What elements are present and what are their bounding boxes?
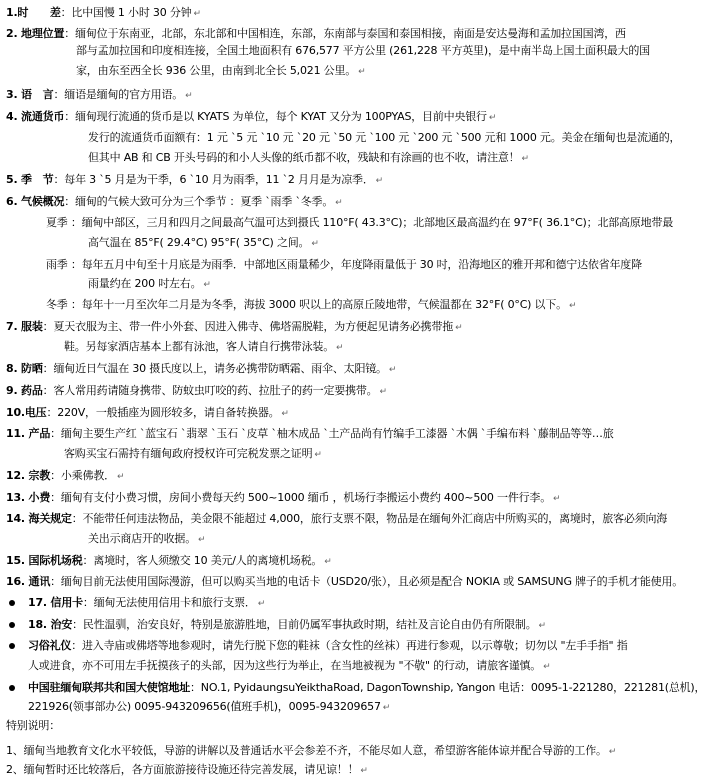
text-line-l11b (64, 447, 322, 462)
section-heading: 2. 地理位置 (6, 27, 65, 40)
section-heading: 14. 海关规定 (6, 512, 72, 525)
section-text: 客购买宝石需持有缅甸政府授权许可完税发票之证明 (64, 447, 313, 460)
section-text: 1、缅甸当地教育文化水平较低，导游的讲解以及普通话水平会参差不齐，不能尽如人意，希望游客能体谅并配合导游的工作。 (6, 744, 607, 757)
section-text: 发行的流通货币面额有：1 元 `5 元 `10 元 `20 元 `50 元 `100 元 `200 元 `500 元和 1000 元。美金在缅甸也是流通的， (88, 131, 681, 144)
section-heading: 8. 防晒 (6, 362, 43, 375)
list-bullet-icon (9, 643, 15, 649)
paragraph-mark-icon: ↵ (375, 176, 383, 186)
section-text: 高气温在 85°F( 29.4°C) 95°F( 35°C) 之间。 (88, 236, 310, 249)
section-heading: 11. 产品 (6, 427, 51, 440)
text-line-l6c (46, 298, 576, 313)
text-line-l2a (6, 27, 626, 41)
paragraph-mark-icon: ↵ (568, 301, 577, 311)
text-line-l7b (64, 340, 343, 355)
section-text: 关出示商店开的收据。 (88, 532, 196, 545)
section-text: ：缅甸现行流通的货币是以 KYATS 为单位，每个 KYAT 又分为 100PYAS，目前中央银行 (64, 110, 487, 123)
section-text: ：缅甸有支付小费习惯，房间小费每天约 500~1000 缅币 ，机场行李搬运小费约 400~500 一件行李。 (50, 491, 552, 504)
section-text: ：缅甸主要生产红 `蓝宝石 `翡翠 `玉石 `皮草 `柚木成品 `土产品尚有竹编手工漆器 `木偶 `手编布料 `藤制品等等…旅 (50, 427, 614, 440)
section-text: ：缅甸位于东南亚，北部，东北部和中国相连，东部，东南部与泰国和泰国相接，南面是安达曼海和孟加拉国国湾，西 (64, 27, 626, 40)
text-line-l12 (6, 469, 124, 484)
section-heading: 16. 通讯 (6, 575, 51, 588)
section-heading: 18. 治安 (28, 618, 73, 631)
paragraph-mark-icon: ↵ (553, 494, 561, 504)
paragraph-mark-icon: ↵ (281, 409, 289, 419)
paragraph-mark-icon: ↵ (203, 280, 211, 290)
paragraph-mark-icon: ↵ (358, 67, 366, 77)
section-heading: 4. 流通货币 (6, 110, 65, 123)
section-text: 雨季 ：每年五月中旬至十月底是为雨季．中部地区雨量稀少，年度降雨量低于 30 吋，沿海地区的雅开邦和德宁达依省年度降 (46, 258, 642, 271)
text-line-l23 (6, 763, 368, 778)
text-line-l14a (6, 512, 667, 526)
section-text: ：不能带任何违法物品，美金限不能超过 4,000，旅行支票不限，物品是在缅甸外汇商店中所购买的，离境时，旅客必须向海 (71, 512, 668, 525)
section-text: ：比中国慢 1 小时 30 分钟 (60, 6, 192, 19)
text-line-l4a (6, 110, 496, 125)
paragraph-mark-icon: ↵ (311, 239, 319, 249)
text-line-l8 (6, 362, 396, 377)
section-text: ：客人常用药请随身携带、防蚊虫叮咬的药、拉肚子的药一定要携带。 (42, 384, 378, 397)
text-line-l19b (28, 659, 550, 674)
paragraph-mark-icon: ↵ (488, 113, 497, 123)
text-line-l1 (6, 6, 201, 21)
section-heading: 13. 小费 (6, 491, 51, 504)
text-line-l19a (28, 639, 628, 653)
section-text: ：缅甸的气候大致可分为三个季节 ：夏季 `雨季 `冬季。 (64, 195, 334, 208)
paragraph-mark-icon: ↵ (116, 472, 125, 482)
paragraph-mark-icon: ↵ (543, 662, 551, 672)
text-line-l15 (6, 554, 332, 569)
text-line-l21 (6, 719, 60, 733)
section-text: 221926(领事部办公) 0095-943209656(值班手机)，0095-943209657 (28, 700, 381, 713)
paragraph-mark-icon: ↵ (388, 365, 397, 375)
section-heading: 10.电压 (6, 406, 47, 419)
section-heading: 12. 宗教 (6, 469, 51, 482)
text-line-l4b (88, 131, 680, 145)
section-text: 特别说明： (6, 719, 60, 732)
text-line-l6b1 (46, 258, 642, 272)
section-heading: 7. 服装 (6, 320, 43, 333)
paragraph-mark-icon: ↵ (336, 343, 344, 353)
section-heading: 15. 国际机场税 (6, 554, 83, 567)
section-text: ：220V，一般插座为圆形较多，请自备转换器。 (46, 406, 280, 419)
paragraph-mark-icon: ↵ (360, 766, 368, 776)
paragraph-mark-icon: ↵ (608, 747, 617, 757)
text-line-l20b (28, 700, 390, 715)
section-text: ：NO.1, PyidaungsuYeikthaRoad, DagonTownship, Yangon 电话：0095-1-221280，221281(总机)， (190, 681, 706, 694)
text-line-l4c (88, 151, 529, 166)
section-heading: 中国驻缅甸联邦共和国大使馆地址 (28, 681, 190, 694)
text-line-l13 (6, 491, 560, 506)
section-text: ：民性温驯，治安良好，特别是旅游胜地，目前仍属军事执政时期，结社及言论自由仍有所限制。 (72, 618, 537, 631)
list-bullet-icon (9, 600, 15, 606)
text-line-l16 (6, 575, 683, 589)
section-text: ：缅甸无法使用信用卡和旅行支票． (82, 596, 256, 609)
section-text: 但其中 AB 和 CB 开头号码的和小人头像的纸币都不收，残缺和有涂画的也不收，请注意！ (88, 151, 520, 164)
section-text: 2、缅甸暂时还比较落后，各方面旅游接待设施还待完善发展，请见谅！！ (6, 763, 359, 776)
text-line-l18 (28, 618, 546, 633)
section-text: ：进入寺庙或佛塔等地参观时，请先行脱下您的鞋袜（含女性的丝袜）再进行参观，以示尊敬；切勿以 "左手手指" 指 (71, 639, 628, 652)
text-line-l20a (28, 681, 705, 695)
paragraph-mark-icon: ↵ (314, 450, 322, 460)
paragraph-mark-icon: ↵ (382, 703, 391, 713)
text-line-l2c (76, 64, 365, 79)
paragraph-mark-icon: ↵ (379, 387, 387, 397)
text-line-l17 (28, 596, 265, 611)
text-line-l2b (76, 44, 650, 58)
section-text: 冬季 ：每年十一月至次年二月是为冬季，海拔 3000 呎以上的高原丘陵地带，气候温都在 32°F( 0°C) 以下。 (46, 298, 567, 311)
text-line-l22 (6, 744, 616, 759)
paragraph-mark-icon: ↵ (185, 91, 193, 101)
paragraph-mark-icon: ↵ (538, 621, 546, 631)
section-heading: 6. 气候概况 (6, 195, 65, 208)
section-text: ：夏天衣服为主、带一件小外套、因进入佛寺、佛塔需脱鞋，为方便起见请务必携带拖 (42, 320, 454, 333)
text-line-l11a (6, 427, 614, 441)
section-text: ：缅语是缅甸的官方用语。 (53, 88, 184, 101)
section-heading: 3. 语 言 (6, 88, 54, 101)
section-text: ：每年 3 `5 月是为干季，6 `10 月为雨季，11 `2 月月是为凉季． (53, 173, 374, 186)
paragraph-mark-icon: ↵ (193, 9, 201, 19)
text-line-l10 (6, 406, 289, 421)
section-heading: 9. 药品 (6, 384, 43, 397)
section-heading: 5. 季 节 (6, 173, 54, 186)
section-text: 人或进食，亦不可用左手抚摸孩子的头部，因为这些行为举止，在当地被视为 "不敬" 的行动，请旅客谨慎。 (28, 659, 542, 672)
text-line-l6a1 (46, 216, 673, 230)
section-text: 夏季 ：缅甸中部区，三月和四月之间最高气温可达到摄氏 110°F( 43.3°C)；北部地区最高温约在 97°F( 36.1°C)；北部高原地带最 (46, 216, 674, 229)
text-line-l14b (88, 532, 205, 547)
text-line-l9 (6, 384, 387, 399)
text-line-l7a (6, 320, 462, 335)
section-text: ：缅甸目前无法使用国际漫游，但可以购买当地的电话卡（USD20/张），且必须是配合 NOKIA 或 SAMSUNG 牌子的手机才能使用。 (50, 575, 684, 588)
paragraph-mark-icon: ↵ (455, 323, 463, 333)
section-heading: 17. 信用卡 (28, 596, 83, 609)
paragraph-mark-icon: ↵ (521, 154, 529, 164)
section-heading: 1.时 差 (6, 6, 61, 19)
text-line-l3 (6, 88, 192, 103)
section-text: ：小乘佛教． (50, 469, 115, 482)
text-line-l6b2 (88, 277, 211, 292)
paragraph-mark-icon: ↵ (335, 198, 343, 208)
section-text: ：缅甸近日气温在 30 摄氏度以上，请务必携带防晒霜、雨伞、太阳镜。 (42, 362, 387, 375)
paragraph-mark-icon: ↵ (198, 535, 206, 545)
paragraph-mark-icon: ↵ (257, 599, 266, 609)
section-text: 鞋。另每家酒店基本上都有泳池，客人请自行携带泳装。 (64, 340, 334, 353)
text-line-l5 (6, 173, 383, 188)
section-heading: 习俗礼仪 (28, 639, 72, 652)
section-text: ：离境时，客人须缴交 10 美元/人的离境机场税。 (82, 554, 323, 567)
section-text: 家，由东至西全长 936 公里，由南到北全长 5,021 公里。 (76, 64, 357, 77)
text-line-l6 (6, 195, 343, 210)
text-line-l6a2 (88, 236, 319, 251)
list-bullet-icon (9, 622, 15, 628)
section-text: 雨量约在 200 吋左右。 (88, 277, 202, 290)
section-text: 部与孟加拉国和印度相连接，全国土地面积有 676,577 平方公里 (261,228 平方英里)，是中南半岛上国土面积最大的国 (76, 44, 650, 57)
paragraph-mark-icon: ↵ (324, 557, 332, 567)
list-bullet-icon (9, 685, 15, 691)
